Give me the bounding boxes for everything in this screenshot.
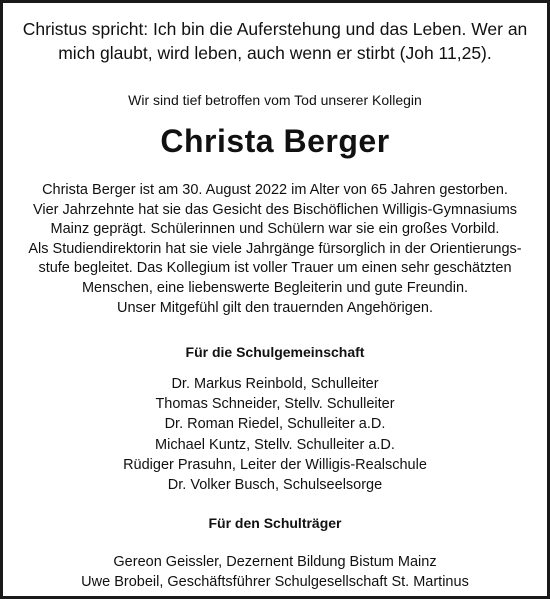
body-line: Vier Jahrzehnte hat sie das Gesicht des Bischöflichen Willigis-Gymnasiums bbox=[32, 201, 518, 218]
deceased-name: Christa Berger bbox=[160, 123, 390, 159]
signatory-line: Dr. Roman Riedel, Schulleiter a.D. bbox=[164, 416, 386, 433]
sponsor-signatory-list bbox=[3, 552, 547, 592]
school-sponsor-heading: Für den Schulträger bbox=[208, 515, 342, 531]
body-line: Christa Berger ist am 30. August 2022 im Alter von 65 Jahren gestorben. bbox=[42, 182, 508, 198]
bible-quote bbox=[3, 17, 547, 65]
signatory-line: Dr. Volker Busch, Schulseelsorge bbox=[167, 477, 383, 494]
body-line: stufe begleitet. Das Kollegium ist voller Trauer um einen sehr geschätzten bbox=[38, 260, 512, 277]
school-signatory-list bbox=[3, 374, 547, 495]
quote-line: mich glaubt, wird leben, auch wenn er stirbt (Joh 11,25). bbox=[58, 43, 492, 63]
obituary-body bbox=[3, 181, 547, 318]
signatory-line: Michael Kuntz, Stellv. Schulleiter a.D. bbox=[155, 436, 395, 453]
signatory-line: Gereon Geissler, Dezernent Bildung Bistum Mainz bbox=[113, 554, 437, 570]
body-line: Menschen, eine liebenswerte Begleiterin und gute Freundin. bbox=[81, 279, 469, 296]
body-line: Als Studiendirektorin hat sie viele Jahrgänge fürsorglich in der Orientierungs- bbox=[28, 240, 522, 257]
signatory-line: Rüdiger Prasuhn, Leiter der Willigis-Realschule bbox=[123, 456, 427, 473]
signatory-line: Thomas Schneider, Stellv. Schulleiter bbox=[155, 396, 395, 413]
intro-text: Wir sind tief betroffen vom Tod unserer Kollegin bbox=[128, 92, 422, 108]
signatory-line: Dr. Markus Reinbold, Schulleiter bbox=[171, 376, 379, 392]
quote-line: Christus spricht: Ich bin die Auferstehung und das Leben. Wer an bbox=[22, 19, 528, 39]
body-line: Mainz geprägt. Schülerinnen und Schülern war sie ein großes Vorbild. bbox=[50, 221, 500, 238]
signatory-line: Uwe Brobeil, Geschäftsführer Schulgesellschaft St. Martinus bbox=[81, 574, 469, 591]
school-community-heading: Für die Schulgemeinschaft bbox=[185, 344, 365, 360]
body-line: Unser Mitgefühl gilt den trauernden Angehörigen. bbox=[117, 299, 433, 316]
